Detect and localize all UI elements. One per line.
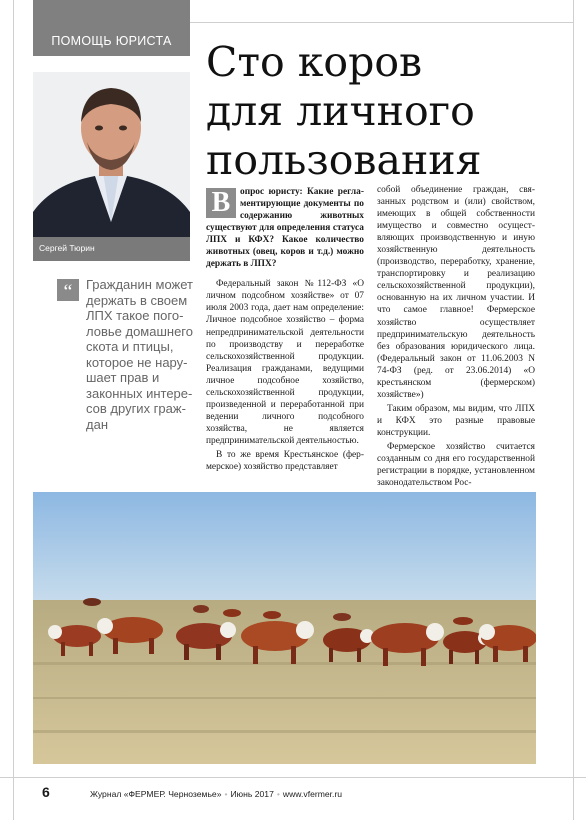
frame-line-top xyxy=(190,22,574,23)
author-portrait xyxy=(33,72,190,237)
title-line-2: для личного xyxy=(206,87,475,135)
frame-line-right xyxy=(573,0,574,820)
question-paragraph xyxy=(206,186,364,270)
pull-quote: Гражданин может держать в своем ЛПХ такое поголовье домашнего скота и птицы, которое не нарушает прав и законных интересов других граждан xyxy=(86,277,193,432)
cattle-photo xyxy=(33,492,536,764)
footer-separator: • xyxy=(276,789,280,799)
frame-line-left xyxy=(13,0,14,820)
col2-paragraph-3: Фермерское хозяйство считается созданным со дня его государственной регистрации в порядке, установленном законодательством Рос- xyxy=(377,441,535,489)
footer-info xyxy=(90,789,342,799)
col1-paragraph-2: В то же время Крестьянское (фермерское) хозяйство представляет xyxy=(206,449,364,473)
section-rubric xyxy=(33,0,190,56)
col2-paragraph-2: Таким образом, мы видим, что ЛПХ и КФХ это разные правовые конструкции. xyxy=(377,403,535,438)
question-text: опрос юристу: Какие регламентирующие документы по содержанию животных существуют для определения статуса ЛПХ и КФХ? Какое количество животных (овец, коров и т.д.) можно держать в ЛПХ? xyxy=(206,187,364,270)
frame-line-bottom xyxy=(0,777,586,778)
page-number: 6 xyxy=(42,784,50,800)
article-title xyxy=(206,38,566,185)
footer-separator: • xyxy=(224,789,228,799)
portrait-caption: Сергей Тюрин xyxy=(39,243,95,253)
rubric-label: ПОМОЩЬ ЮРИСТА xyxy=(51,34,172,48)
footer-site[interactable]: www.vfermer.ru xyxy=(282,789,343,799)
quote-icon: “ xyxy=(57,279,79,301)
col2-paragraph-1: собой объединение граждан, связанных родством и (или) свойством, имеющих в общей собственности имущество и совместно осуществляющих производственную и иную хозяйственную деятельность (производство, переработку, хранение, транспортировку и реализацию сельскохозяйственной продукции), основанную на их личном участии. И что самое главное! Фермерское хозяйство осуществляет предпринимательскую деятельность без образования юридического лица. (Федеральный закон от 11.06.2003 N 74-ФЗ (ред. от 23.06.2014) «О крестьянском (фермерском) хозяйстве») xyxy=(377,185,535,400)
col1-paragraph-1: Федеральный закон №112-ФЗ «О личном подсобном хозяйстве» от 07 июля 2003 года, дает нам определение: Личное подсобное хозяйство – форма непредпринимательской деятельности по производству и переработке сельскохозяйственной продукции. Реализация гражданами, ведущими личное подсобное хозяйство, сельскохозяйственной продукции, произведенной и переработанной при ведении личного подсобного хозяйства, не является предпринимательской деятельностью. xyxy=(206,279,364,446)
footer-journal: Журнал «ФЕРМЕР. Черноземье» xyxy=(90,789,222,799)
dropcap: В xyxy=(206,188,236,218)
text-column-2 xyxy=(377,184,535,489)
footer-issue: Июнь 2017 xyxy=(230,789,274,799)
portrait-caption-bar xyxy=(33,237,190,261)
text-column-1 xyxy=(206,186,364,473)
title-line-1: Сто коров xyxy=(206,38,423,86)
title-line-3: пользования xyxy=(206,136,482,184)
